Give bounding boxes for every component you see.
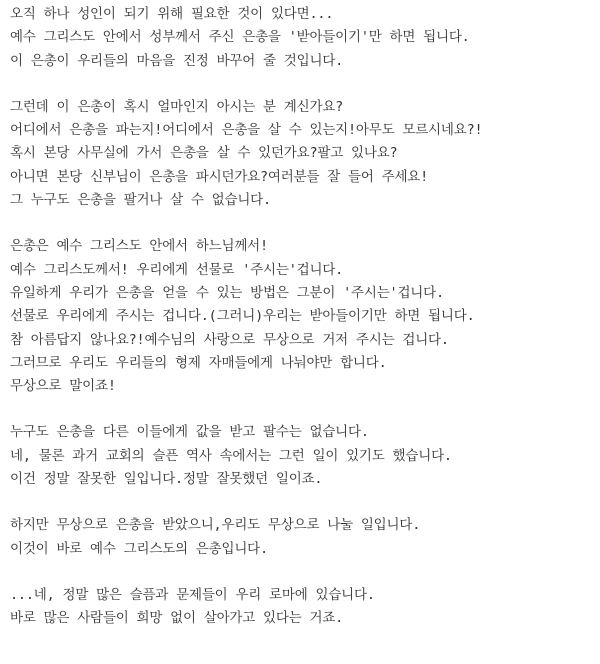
paragraph xyxy=(10,514,600,561)
paragraph xyxy=(10,96,600,212)
text-line: 이건 정말 잘못한 일입니다.정말 잘못했던 일이죠. xyxy=(10,471,323,488)
text-line: 하지만 무상으로 은총을 받았으니,우리도 무상으로 나눌 일입니다. xyxy=(10,517,421,534)
text-line: 예수 그리스도께서! 우리에게 선물로 '주시는'겁니다. xyxy=(10,261,344,278)
paragraph xyxy=(10,584,600,631)
paragraph xyxy=(10,421,600,491)
text-line: 참 아름답지 않나요?!예수님의 사랑으로 무상으로 거저 주시는 겁니다. xyxy=(10,331,449,348)
text-line: 바로 많은 사람들이 희망 없이 살아가고 있다는 거죠. xyxy=(10,610,344,627)
text-line: 그 누구도 은총을 팔거나 살 수 없습니다. xyxy=(10,192,271,209)
paragraph xyxy=(10,235,600,398)
text-line: 아니면 본당 신부님이 은총을 파시던가요?여러분들 잘 들어 주세요! xyxy=(10,168,429,185)
text-line: 선물로 우리에게 주시는 겁니다.(그러니)우리는 받아들이기만 하면 됩니다. xyxy=(10,308,475,325)
text-line: 네, 물론 과거 교회의 슬픈 역사 속에서는 그런 일이 있기도 했습니다. xyxy=(10,447,452,464)
text-line: 누구도 은총을 다른 이들에게 값을 받고 팔수는 없습니다. xyxy=(10,424,369,441)
text-line: 이것이 바로 예수 그리스도의 은총입니다. xyxy=(10,540,268,557)
text-line: 그러므로 우리도 우리들의 형제 자매들에게 나눠야만 합니다. xyxy=(10,354,387,371)
text-line: 어디에서 은총을 파는지!어디에서 은총을 살 수 있는지!아무도 모르시네요?! xyxy=(10,122,483,139)
text-line: 예수 그리스도 안에서 성부께서 주신 은총을 '받아들이기'만 하면 됩니다. xyxy=(10,29,470,46)
text-line: 오직 하나 성인이 되기 위해 필요한 것이 있다면... xyxy=(10,6,334,22)
text-line: 혹시 본당 사무실에 가서 은총을 살 수 있던가요?팔고 있나요? xyxy=(10,145,398,162)
text-line: 은총은 예수 그리스도 안에서 하느님께서! xyxy=(10,238,268,255)
paragraph xyxy=(10,3,600,73)
text-line: 그런데 이 은총이 혹시 얼마인지 아시는 분 계신가요? xyxy=(10,98,344,115)
text-line: ...네, 정말 많은 슬픔과 문제들이 우리 로마에 있습니다. xyxy=(10,586,375,603)
text-line: 이 은총이 우리들의 마음을 진정 바꾸어 줄 것입니다. xyxy=(10,52,344,69)
text-line: 유일하게 우리가 은총을 얻을 수 있는 방법은 그분이 '주시는'겁니다. xyxy=(10,284,444,301)
text-line: 무상으로 말이죠! xyxy=(10,378,116,395)
